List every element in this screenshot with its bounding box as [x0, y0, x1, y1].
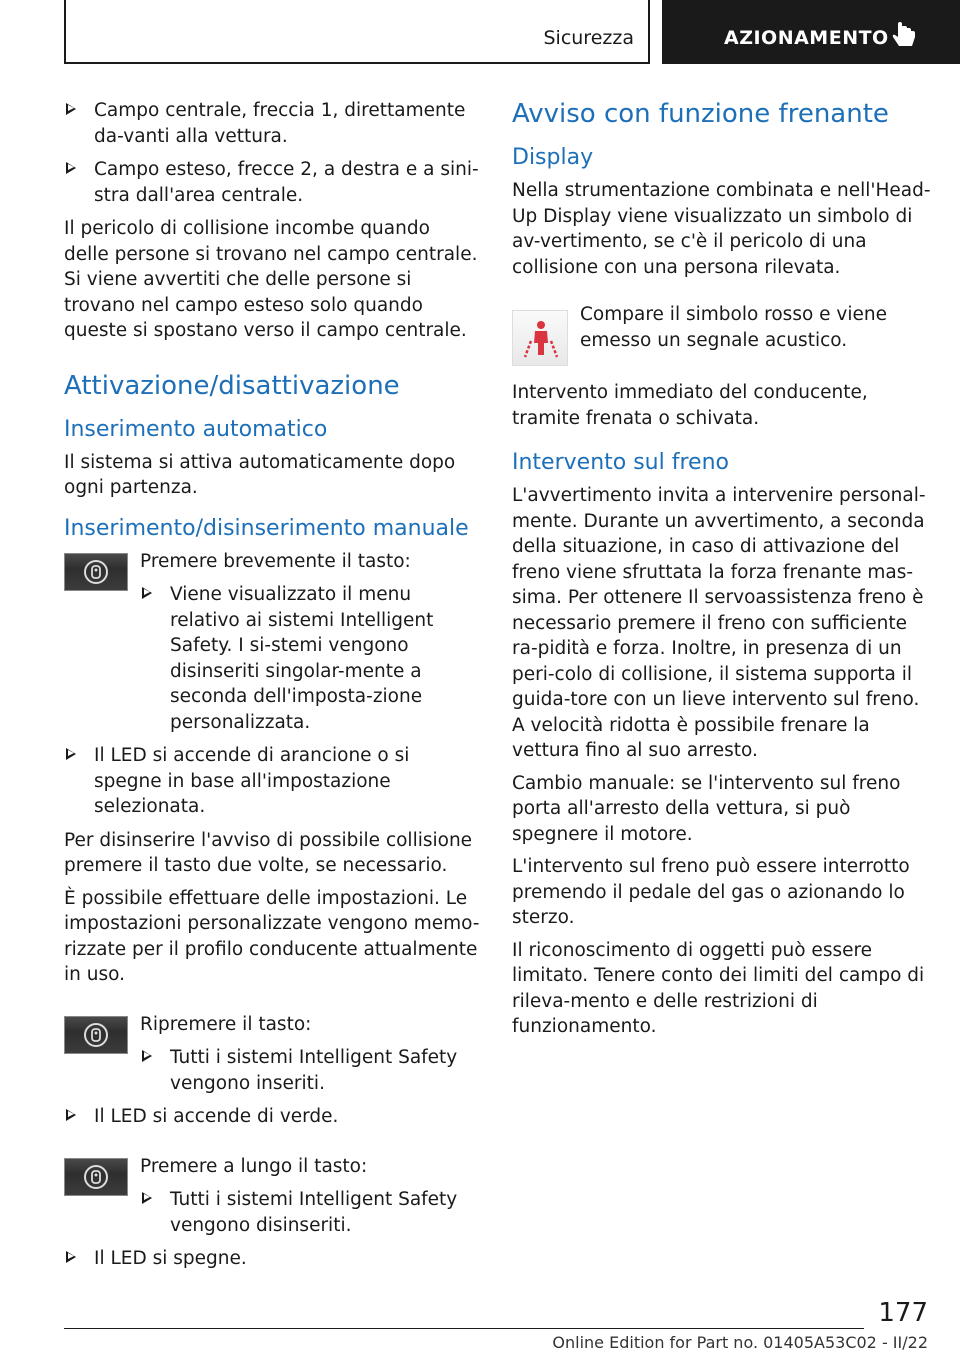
list-item: Campo centrale, freccia 1, direttamente da-vanti alla vettura. — [64, 98, 480, 149]
pedestrian-warning-icon — [512, 310, 568, 366]
safety-button-icon — [64, 553, 128, 591]
footer-edition: Online Edition for Part no. 01405A53C02 - II/22 — [552, 1333, 928, 1352]
bullet-triangle-icon — [66, 748, 76, 760]
display-paragraph: Nella strumentazione combinata e nell'Head-Up Display viene visualizzato un simbolo di av-vertimento, se c'è il pericolo di una collisione con una persona rilevata. — [512, 180, 931, 278]
bullet-triangle-icon — [66, 103, 76, 115]
brake-paragraph-4: Il riconoscimento di oggetti può essere limitato. Tenere conto dei limiti del campo di rileva-mento e delle restrizioni di funzionamento. — [512, 939, 925, 1037]
automatic-paragraph: Il sistema si attiva automaticamente dopo ogni partenza. — [64, 451, 456, 498]
heading-automatic: Inserimento automatico — [64, 416, 328, 442]
list-item: Tutti i sistemi Intelligent Safety vengono inseriti. — [140, 1045, 480, 1096]
list-item: Il LED si spegne. — [64, 1246, 480, 1272]
settings-paragraph: È possibile effettuare delle impostazioni. Le impostazioni personalizzate vengono memo-rizzate per il profilo conducente attualmente in uso. — [64, 887, 480, 985]
btn1-text: Premere brevemente il tasto: — [140, 550, 411, 572]
page-number: 177 — [878, 1298, 928, 1328]
heading-manual: Inserimento/disinserimento manuale — [64, 515, 469, 541]
section-tab — [64, 0, 650, 64]
left-column — [64, 98, 480, 1280]
button-instruction-short — [64, 549, 480, 736]
bullet-triangle-icon — [142, 587, 152, 599]
list-item: Il LED si accende di arancione o si spegne in base all'impostazione selezionata. — [64, 743, 480, 820]
btn2-text: Ripremere il tasto: — [140, 1013, 312, 1035]
heading-activation: Attivazione/disattivazione — [64, 370, 400, 401]
warn-text: Compare il simbolo rosso e viene emesso un segnale acustico. — [580, 304, 887, 351]
intervene-paragraph: Intervento immediato del conducente, tramite frenata o schivata. — [512, 382, 868, 429]
disable-paragraph: Per disinserire l'avviso di possibile collisione premere il tasto due volte, se necessario. — [64, 829, 473, 876]
bullet-triangle-icon — [142, 1192, 152, 1204]
hand-pointer-icon — [890, 22, 920, 50]
brake-paragraph-1: L'avvertimento invita a intervenire personal-mente. Durante un avvertimento, a seconda della situazione, in caso di attivazione del freno viene sfruttata la forza frenante mas-sima. Per ottenere Il servoassistenza freno è necessario premere il freno con sufficiente ra-pidità e forza. Inoltre, in presenza di un peri-colo di collisione, il sistema supporta il guida-tore con un lieve intervento sul freno. A velocità ridotta è possibile frenare la vettura fino al suo arresto. — [512, 485, 926, 761]
list-item: Il LED si accende di verde. — [64, 1104, 480, 1130]
chapter-title: AZIONAMENTO — [724, 27, 889, 49]
section-title: Sicurezza — [543, 27, 634, 49]
footer-divider — [64, 1328, 864, 1329]
brake-paragraph-2: Cambio manuale: se l'intervento sul freno porta all'arresto della vettura, si può spegnere il motore. — [512, 772, 901, 845]
list-item: Viene visualizzato il menu relativo ai sistemi Intelligent Safety. I si-stemi vengono disinseriti singolar-mente a seconda dell'imposta-zione personalizzata. — [140, 582, 480, 735]
heading-warning: Avviso con funzione frenante — [512, 99, 889, 129]
brake-paragraph-3: L'intervento sul freno può essere interrotto premendo il pedale del gas o azionando lo sterzo. — [512, 856, 910, 928]
page-header — [0, 0, 960, 66]
bullet-triangle-icon — [142, 1050, 152, 1062]
right-column — [512, 98, 932, 1047]
heading-brake: Intervento sul freno — [512, 450, 729, 475]
safety-button-icon — [64, 1158, 128, 1196]
bullet-triangle-icon — [66, 1109, 76, 1121]
bullet-triangle-icon — [66, 1251, 76, 1263]
safety-button-icon — [64, 1016, 128, 1054]
list-item: Tutti i sistemi Intelligent Safety vengono disinseriti. — [140, 1187, 480, 1238]
warning-symbol-row — [512, 302, 932, 362]
list-item: Campo esteso, frecce 2, a destra e a sini-stra dall'area centrale. — [64, 157, 480, 208]
btn3-text: Premere a lungo il tasto: — [140, 1155, 368, 1177]
collision-paragraph: Il pericolo di collisione incombe quando delle persone si trovano nel campo centrale. Si viene avvertiti che delle persone si trovano nel campo esteso solo quando queste si spostano verso il campo centrale. — [64, 218, 478, 341]
button-instruction-again — [64, 1012, 480, 1097]
button-instruction-long — [64, 1154, 480, 1239]
heading-display: Display — [512, 145, 594, 170]
bullet-triangle-icon — [66, 162, 76, 174]
